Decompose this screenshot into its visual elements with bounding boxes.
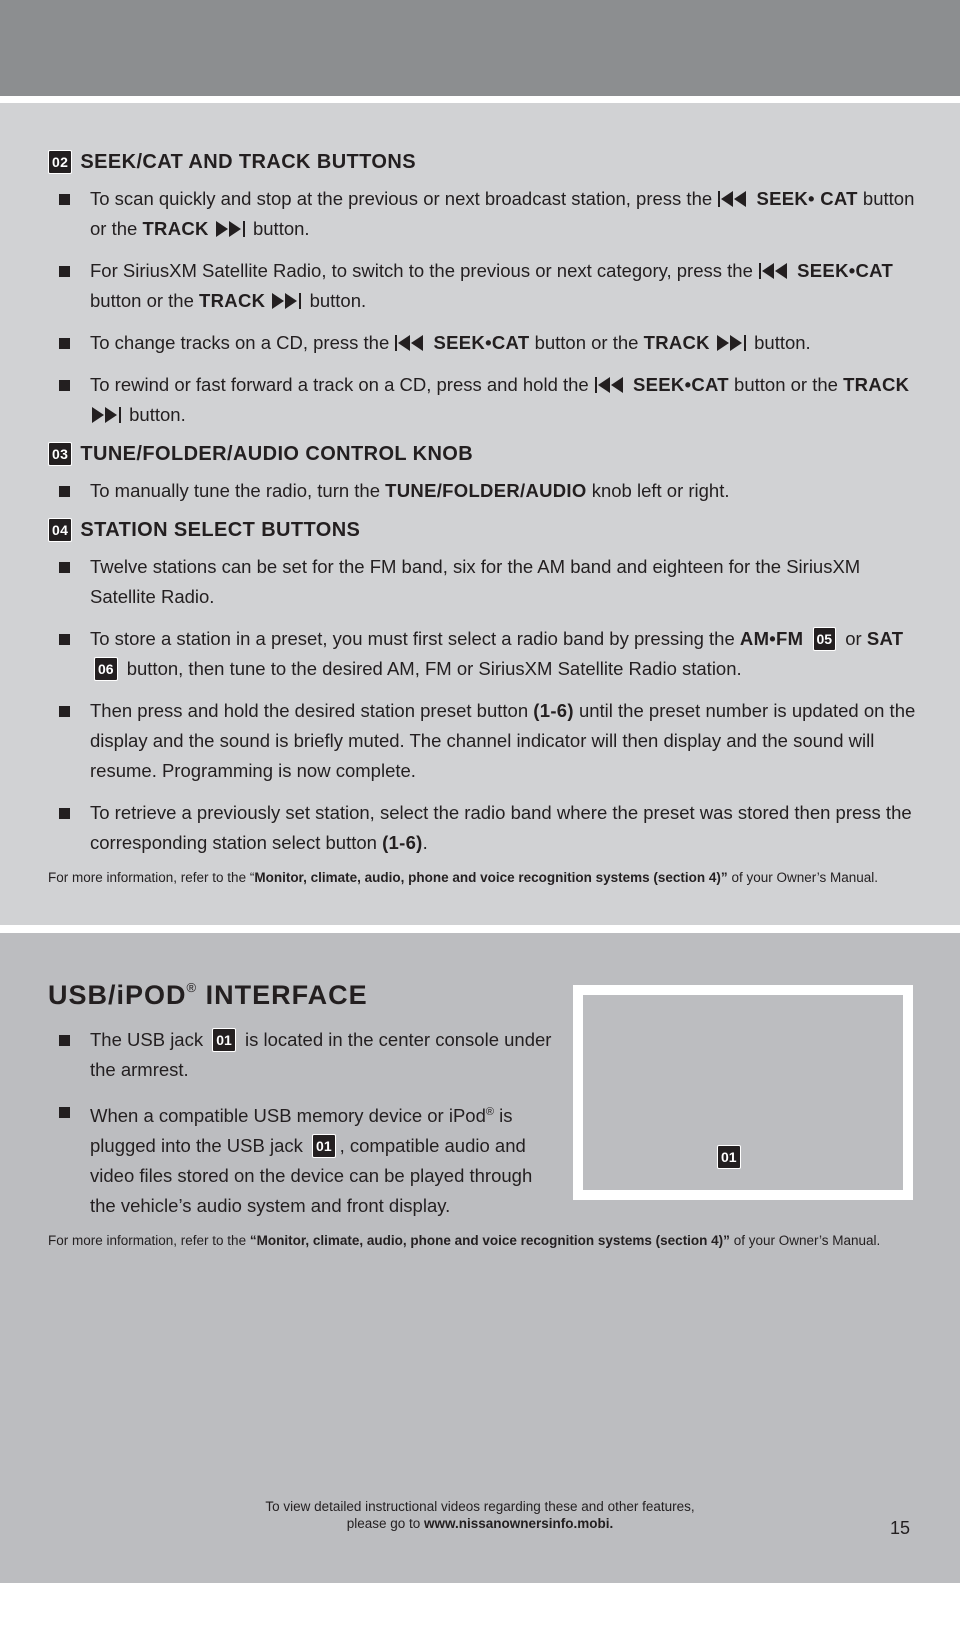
track-forward-icon (270, 292, 304, 310)
section-title: SEEK/CAT AND TRACK BUTTONS (80, 150, 416, 173)
footer-note: To view detailed instructional videos regarding these and other features, please go to www.nissanownersinfo.mobi. (265, 1499, 695, 1531)
track-forward-icon (90, 406, 124, 424)
usb-jack-image (583, 995, 903, 1190)
badge-06: 06 (94, 657, 118, 681)
track-forward-icon (715, 334, 749, 352)
badge-02: 02 (48, 150, 72, 174)
list-item: To manually tune the radio, turn the TUNE/FOLDER/AUDIO knob left or right. (48, 476, 918, 506)
bottom-margin (0, 1583, 960, 1632)
usb-heading: USB/iPOD® INTERFACE (48, 980, 368, 1010)
list-item: To retrieve a previously set station, select the radio band where the preset was stored then press the corresponding station select button (1-6). (48, 798, 918, 858)
manual-reference-note: For more information, refer to the “Monitor, climate, audio, phone and voice recognition systems (section 4)” of your Owner’s Manual. (48, 870, 879, 885)
badge-01: 01 (212, 1028, 236, 1052)
badge-04: 04 (48, 518, 72, 542)
image-callout-01: 01 (717, 1145, 741, 1169)
list-item: Twelve stations can be set for the FM band, six for the AM band and eighteen for the SiriusXM Satellite Radio. (48, 552, 918, 612)
seek-back-icon (758, 262, 792, 280)
page-number: 15 (890, 1518, 911, 1538)
list-item: To rewind or fast forward a track on a CD, press and hold the SEEK•CAT button or the TRACK button. (48, 370, 918, 430)
section-heading-03 (48, 442, 918, 466)
top-header-band (0, 0, 960, 96)
seek-back-icon (394, 334, 428, 352)
section-heading-04 (48, 518, 918, 542)
badge-03: 03 (48, 442, 72, 466)
list-item: Then press and hold the desired station preset button (1-6) until the preset number is updated on the display and the sound is briefly muted. The channel indicator will then display and the sound will resume. Programming is now complete. (48, 696, 918, 786)
badge-01: 01 (312, 1134, 336, 1158)
list-item: When a compatible USB memory device or iPod® is plugged into the USB jack 01 , compatible audio and video files stored on the device can be played through the vehicle’s audio system and front display. (48, 1097, 560, 1221)
list-item: For SiriusXM Satellite Radio, to switch to the previous or next category, press the SEEK•CAT button or the TRACK button. (48, 256, 918, 316)
seek-back-icon (594, 376, 628, 394)
badge-05: 05 (813, 627, 837, 651)
section-title: STATION SELECT BUTTONS (80, 518, 361, 541)
manual-reference-note: For more information, refer to the “Monitor, climate, audio, phone and voice recognition systems (section 4)” of your Owner’s Manual. (48, 1233, 881, 1249)
section-heading-02 (48, 150, 918, 174)
list-item: To store a station in a preset, you must first select a radio band by pressing the AM•FM 05 or SAT 06 button, then tune to the desired AM, FM or SiriusXM Satellite Radio station. (48, 624, 918, 684)
list-item: To scan quickly and stop at the previous or next broadcast station, press the SEEK• CAT button or the TRACK button. (48, 184, 918, 244)
list-item: The USB jack 01 is located in the center console under the armrest. (48, 1025, 560, 1085)
list-item: To change tracks on a CD, press the SEEK•CAT button or the TRACK button. (48, 328, 918, 358)
section-title: TUNE/FOLDER/AUDIO CONTROL KNOB (80, 442, 474, 465)
website-link[interactable]: www.nissanownersinfo.mobi. (424, 1516, 614, 1531)
section-seek-track (48, 150, 918, 886)
seek-back-icon (717, 190, 751, 208)
track-forward-icon (214, 220, 248, 238)
usb-jack-image-frame (573, 985, 913, 1200)
